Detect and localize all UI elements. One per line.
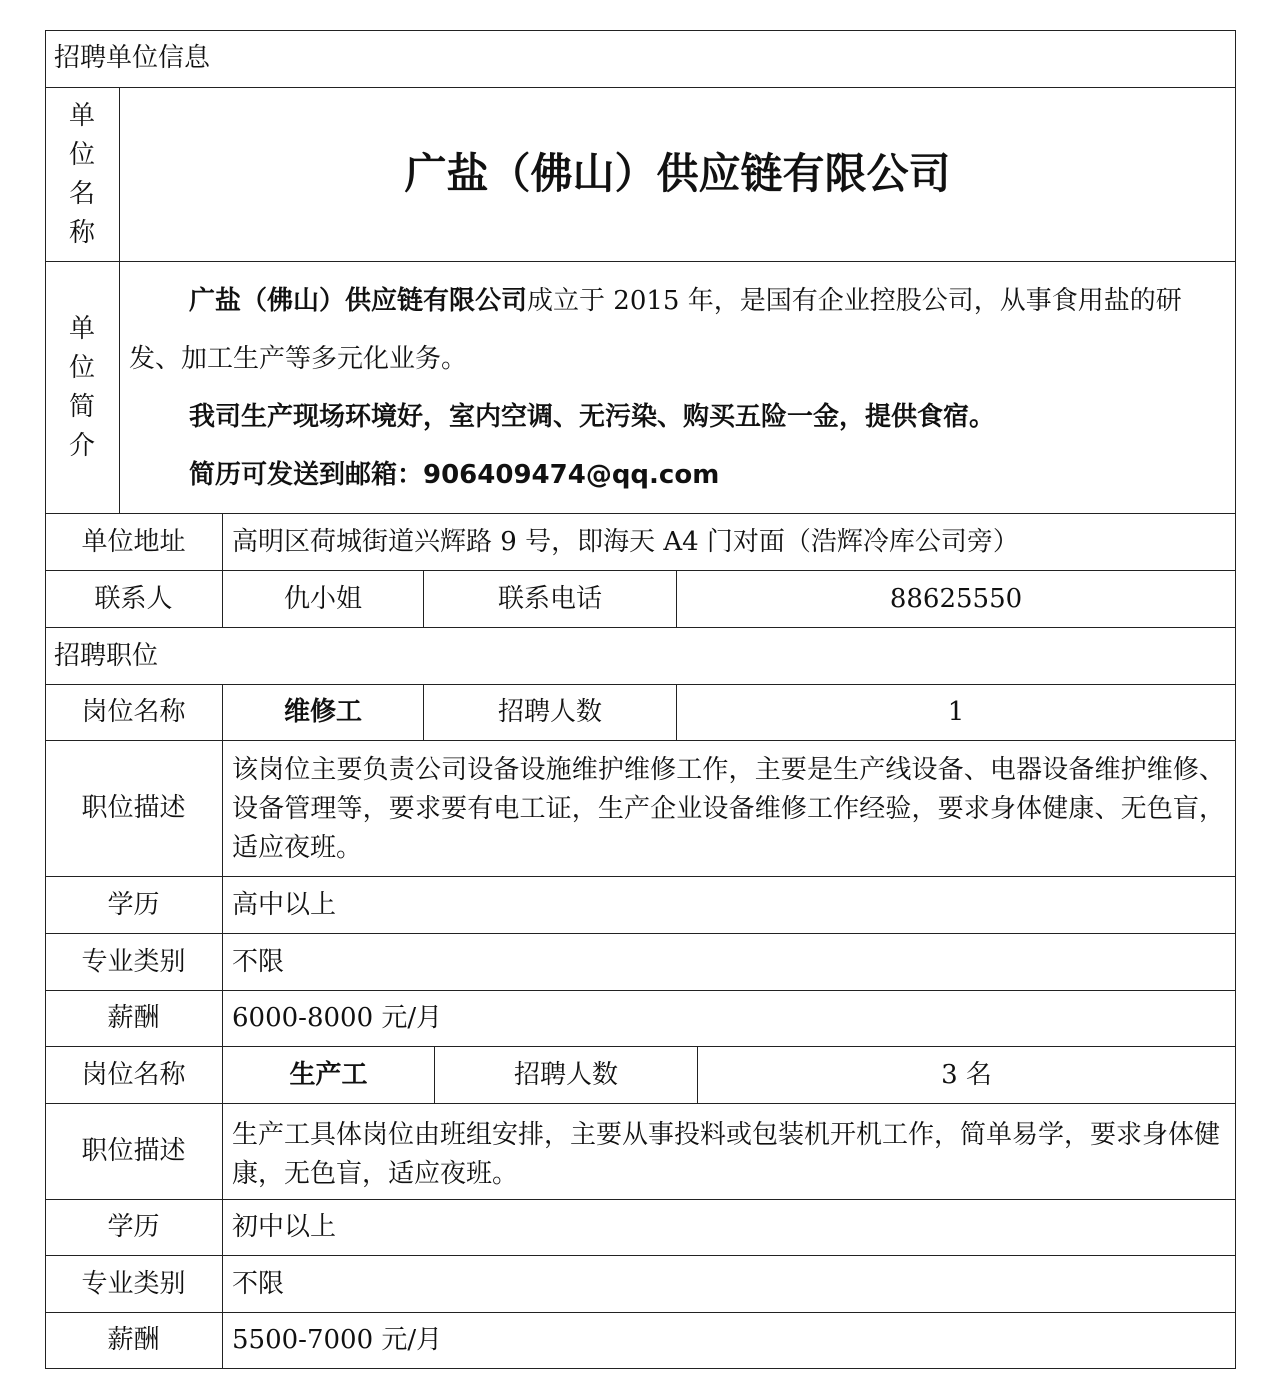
position-edu-label: 学历 (45, 877, 223, 934)
company-intro (120, 262, 1236, 514)
positions-section-title: 招聘职位 (45, 628, 1236, 685)
position-edu: 初中以上 (223, 1200, 1236, 1256)
position-salary-label: 薪酬 (45, 1313, 223, 1369)
company-intro-label-char: 单 (68, 313, 95, 344)
phone-label: 联系电话 (424, 571, 677, 628)
position-salary-label: 薪酬 (45, 991, 223, 1047)
position-count-label: 招聘人数 (435, 1047, 698, 1104)
company-name-label-char: 名 (68, 178, 95, 209)
position-major: 不限 (223, 1256, 1236, 1313)
company-intro-label (45, 262, 120, 514)
intro-email: 简历可发送到邮箱：906409474@qq.com (189, 460, 720, 490)
position-title: 维修工 (223, 685, 424, 741)
intro-text: 成立于 2015 年，是国有企业控股公司，从事食用盐的研发、加工生产等多元化业务。 (129, 286, 1182, 374)
position-salary: 5500-7000 元/月 (223, 1313, 1236, 1369)
position-count-label: 招聘人数 (424, 685, 677, 741)
position-title-label: 岗位名称 (45, 1047, 223, 1104)
position-desc: 生产工具体岗位由班组安排，主要从事投料或包装机开机工作，简单易学，要求身体健康，无色盲，适应夜班。 (223, 1104, 1236, 1200)
intro-benefits: 我司生产现场环境好，室内空调、无污染、购买五险一金，提供食宿。 (189, 402, 996, 432)
contact-value: 仇小姐 (223, 571, 424, 628)
phone-value: 88625550 (677, 571, 1236, 628)
position-edu-label: 学历 (45, 1200, 223, 1256)
position-salary: 6000-8000 元/月 (223, 991, 1236, 1047)
company-intro-label-char: 位 (68, 352, 95, 383)
address-label: 单位地址 (45, 514, 223, 571)
intro-company-name: 广盐（佛山）供应链有限公司 (189, 286, 528, 316)
position-major-label: 专业类别 (45, 934, 223, 991)
position-desc-label: 职位描述 (45, 1104, 223, 1200)
company-intro-label-char: 介 (68, 430, 95, 461)
position-title: 生产工 (223, 1047, 435, 1104)
company-name-label-char: 称 (68, 217, 95, 248)
position-count: 3 名 (698, 1047, 1236, 1104)
position-count: 1 (677, 685, 1236, 741)
company-name-label-char: 位 (68, 139, 95, 170)
company-name-label (45, 88, 120, 262)
company-intro-label-char: 简 (68, 391, 95, 422)
position-title-label: 岗位名称 (45, 685, 223, 741)
position-desc-label: 职位描述 (45, 741, 223, 877)
company-section-title: 招聘单位信息 (45, 30, 1236, 88)
address-value: 高明区荷城街道兴辉路 9 号，即海天 A4 门对面（浩辉冷库公司旁） (223, 514, 1236, 571)
recruitment-form (45, 30, 1236, 1369)
position-desc: 该岗位主要负责公司设备设施维护维修工作，主要是生产线设备、电器设备维护维修、设备管理等，要求要有电工证，生产企业设备维修工作经验，要求身体健康、无色盲，适应夜班。 (223, 741, 1236, 877)
position-major-label: 专业类别 (45, 1256, 223, 1313)
intro-paragraph (129, 272, 1223, 388)
contact-label: 联系人 (45, 571, 223, 628)
company-name: 广盐（佛山）供应链有限公司 (120, 88, 1236, 262)
position-edu: 高中以上 (223, 877, 1236, 934)
company-name-label-char: 单 (68, 100, 95, 131)
position-major: 不限 (223, 934, 1236, 991)
